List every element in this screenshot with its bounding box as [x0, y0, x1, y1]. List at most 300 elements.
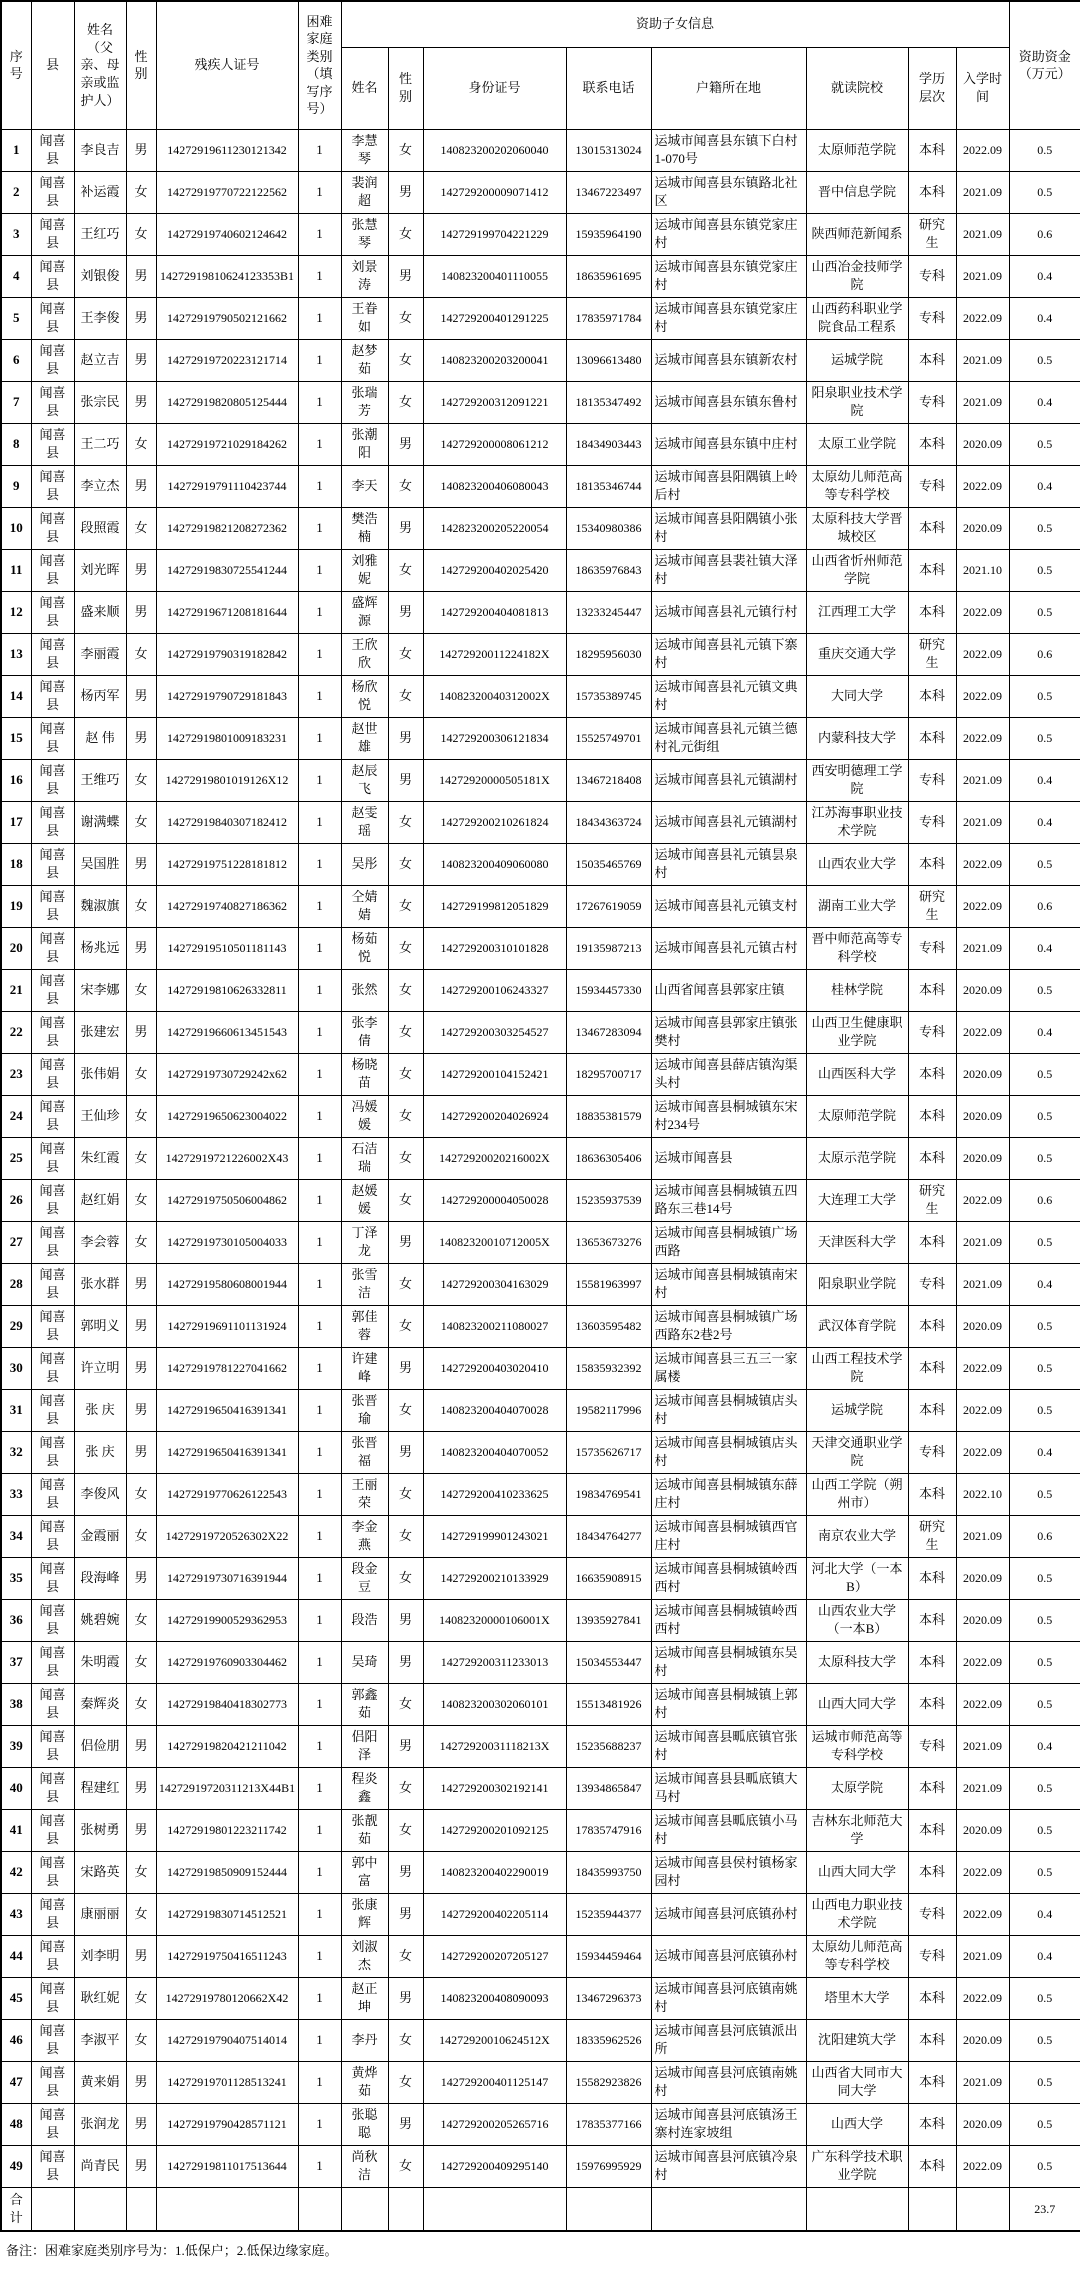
cell-amount: 0.6	[1009, 213, 1080, 255]
cell-parent-gender: 男	[126, 2061, 156, 2103]
cell-enroll: 2022.09	[956, 1347, 1009, 1389]
table-row	[1, 1095, 1080, 1137]
cell-enroll: 2020.09	[956, 1137, 1009, 1179]
cell-child-gender: 男	[388, 1221, 423, 1263]
header-phone: 联系电话	[566, 47, 651, 129]
cell-cert-no: 14272919770626122543	[156, 1473, 298, 1515]
cell-county: 闻喜县	[31, 2019, 74, 2061]
cell-parent-name: 谢满蝶	[74, 801, 126, 843]
table-row	[1, 885, 1080, 927]
cell-address: 运城市闻喜县畖底镇小马村	[651, 1809, 806, 1851]
cell-seq: 1	[1, 129, 31, 171]
cell-degree: 本科	[908, 675, 956, 717]
cell-family-category: 1	[298, 759, 341, 801]
cell-amount: 0.5	[1009, 1305, 1080, 1347]
cell-child-gender: 女	[388, 1935, 423, 1977]
cell-enroll: 2021.09	[956, 213, 1009, 255]
cell-parent-name: 段照霞	[74, 507, 126, 549]
cell-school: 山西省大同市大同大学	[806, 2061, 908, 2103]
cell-amount: 0.5	[1009, 1347, 1080, 1389]
cell-parent-name: 秦辉炎	[74, 1683, 126, 1725]
cell-cert-no: 14272919580608001944	[156, 1263, 298, 1305]
cell-child-name: 樊浩楠	[341, 507, 388, 549]
cell-county: 闻喜县	[31, 1389, 74, 1431]
cell-parent-gender: 女	[126, 423, 156, 465]
cell-cert-no: 14272919720311213X44B1	[156, 1767, 298, 1809]
cell-county: 闻喜县	[31, 171, 74, 213]
total-amount: 23.7	[1009, 2187, 1080, 2231]
cell-parent-name: 朱明霞	[74, 1641, 126, 1683]
cell-parent-name: 段海峰	[74, 1557, 126, 1599]
cell-child-gender: 女	[388, 1389, 423, 1431]
cell-school: 山西药科职业学院食品工程系	[806, 297, 908, 339]
table-row	[1, 1641, 1080, 1683]
cell-id-no: 142729200201092125	[423, 1809, 566, 1851]
cell-parent-name: 刘银俊	[74, 255, 126, 297]
cell-family-category: 1	[298, 2145, 341, 2187]
cell-family-category: 1	[298, 1179, 341, 1221]
cell-enroll: 2022.09	[956, 1851, 1009, 1893]
cell-parent-gender: 男	[126, 1809, 156, 1851]
cell-cert-no: 14272919770722122562	[156, 171, 298, 213]
cell-county: 闻喜县	[31, 759, 74, 801]
cell-county: 闻喜县	[31, 591, 74, 633]
cell-county: 闻喜县	[31, 1053, 74, 1095]
cell-cert-no: 14272919900529362953	[156, 1599, 298, 1641]
cell-address: 运城市闻喜县礼元镇下寨村	[651, 633, 806, 675]
cell-enroll: 2020.09	[956, 2103, 1009, 2145]
cell-address: 运城市闻喜县东镇中庄村	[651, 423, 806, 465]
cell-amount: 0.5	[1009, 129, 1080, 171]
cell-family-category: 1	[298, 1389, 341, 1431]
cell-school: 太原师范学院	[806, 1095, 908, 1137]
cell-phone: 19834769541	[566, 1473, 651, 1515]
cell-family-category: 1	[298, 801, 341, 843]
cell-child-name: 郭鑫茹	[341, 1683, 388, 1725]
cell-parent-name: 宋路英	[74, 1851, 126, 1893]
cell-school: 阳泉职业技术学院	[806, 381, 908, 423]
cell-enroll: 2022.09	[956, 843, 1009, 885]
cell-amount: 0.4	[1009, 297, 1080, 339]
cell-school: 山西大同大学	[806, 1851, 908, 1893]
cell-id-no: 142729200009071412	[423, 171, 566, 213]
cell-child-name: 张靓茹	[341, 1809, 388, 1851]
cell-cert-no: 14272919790729181843	[156, 675, 298, 717]
cell-amount: 0.5	[1009, 2061, 1080, 2103]
cell-school: 桂林学院	[806, 969, 908, 1011]
cell-degree: 本科	[908, 1641, 956, 1683]
cell-phone: 15976995929	[566, 2145, 651, 2187]
cell-degree: 本科	[908, 1347, 956, 1389]
cell-child-gender: 女	[388, 213, 423, 255]
cell-parent-gender: 女	[126, 801, 156, 843]
cell-phone: 19135987213	[566, 927, 651, 969]
cell-id-no: 14272920011224182X	[423, 633, 566, 675]
header-degree: 学历层次	[908, 47, 956, 129]
cell-child-name: 王眷如	[341, 297, 388, 339]
cell-child-name: 张康辉	[341, 1893, 388, 1935]
cell-child-gender: 女	[388, 1515, 423, 1557]
cell-amount: 0.4	[1009, 465, 1080, 507]
cell-amount: 0.5	[1009, 549, 1080, 591]
cell-degree: 本科	[908, 1809, 956, 1851]
cell-amount: 0.5	[1009, 1809, 1080, 1851]
cell-family-category: 1	[298, 1683, 341, 1725]
cell-family-category: 1	[298, 1557, 341, 1599]
cell-parent-gender: 女	[126, 1053, 156, 1095]
cell-id-no: 140823200203200041	[423, 339, 566, 381]
cell-degree: 专科	[908, 1935, 956, 1977]
cell-id-no: 142729200004050028	[423, 1179, 566, 1221]
cell-county: 闻喜县	[31, 969, 74, 1011]
cell-parent-name: 金霞丽	[74, 1515, 126, 1557]
cell-child-gender: 男	[388, 171, 423, 213]
cell-amount: 0.5	[1009, 1137, 1080, 1179]
cell-enroll: 2021.09	[956, 1263, 1009, 1305]
cell-cert-no: 14272919830714512521	[156, 1893, 298, 1935]
cell-family-category: 1	[298, 633, 341, 675]
cell-county: 闻喜县	[31, 885, 74, 927]
cell-parent-name: 黄来娟	[74, 2061, 126, 2103]
header-family-category: 困难家庭类别（填写序号）	[298, 1, 341, 129]
header-parent-gender: 性别	[126, 1, 156, 129]
cell-school: 太原师范学院	[806, 129, 908, 171]
cell-parent-name: 李丽霞	[74, 633, 126, 675]
cell-amount: 0.4	[1009, 1935, 1080, 1977]
cell-amount: 0.5	[1009, 2145, 1080, 2187]
cell-degree: 专科	[908, 927, 956, 969]
cell-id-no: 14082320010712005X	[423, 1221, 566, 1263]
cell-amount: 0.5	[1009, 1683, 1080, 1725]
cell-parent-name: 刘光晖	[74, 549, 126, 591]
cell-cert-no: 14272919820805125444	[156, 381, 298, 423]
header-children-group: 资助子女信息	[341, 1, 1009, 47]
cell-parent-gender: 男	[126, 1725, 156, 1767]
cell-seq: 18	[1, 843, 31, 885]
cell-id-no: 142729199812051829	[423, 885, 566, 927]
cell-enroll: 2021.09	[956, 1767, 1009, 1809]
cell-county: 闻喜县	[31, 2061, 74, 2103]
cell-cert-no: 14272919750416511243	[156, 1935, 298, 1977]
cell-parent-gender: 男	[126, 2145, 156, 2187]
cell-address: 运城市闻喜县桐城镇岭西西村	[651, 1599, 806, 1641]
cell-phone: 15581963997	[566, 1263, 651, 1305]
cell-parent-name: 许立明	[74, 1347, 126, 1389]
cell-family-category: 1	[298, 129, 341, 171]
cell-seq: 47	[1, 2061, 31, 2103]
cell-seq: 44	[1, 1935, 31, 1977]
table-row	[1, 1683, 1080, 1725]
cell-id-no: 142729200404081813	[423, 591, 566, 633]
cell-amount: 0.5	[1009, 1095, 1080, 1137]
table-row	[1, 1221, 1080, 1263]
cell-seq: 31	[1, 1389, 31, 1431]
cell-seq: 9	[1, 465, 31, 507]
cell-child-name: 石洁瑞	[341, 1137, 388, 1179]
cell-family-category: 1	[298, 423, 341, 465]
cell-amount: 0.5	[1009, 1221, 1080, 1263]
header-child-name: 姓名	[341, 47, 388, 129]
cell-parent-gender: 女	[126, 1179, 156, 1221]
cell-address: 运城市闻喜县河底镇南姚村	[651, 2061, 806, 2103]
cell-degree: 本科	[908, 1053, 956, 1095]
header-county: 县	[31, 1, 74, 129]
cell-degree: 本科	[908, 507, 956, 549]
cell-parent-gender: 男	[126, 1935, 156, 1977]
cell-degree: 本科	[908, 1557, 956, 1599]
cell-degree: 专科	[908, 381, 956, 423]
cell-cert-no: 14272919660613451543	[156, 1011, 298, 1053]
cell-phone: 18335962526	[566, 2019, 651, 2061]
cell-family-category: 1	[298, 927, 341, 969]
cell-cert-no: 14272919820421211042	[156, 1725, 298, 1767]
cell-degree: 本科	[908, 1851, 956, 1893]
cell-family-category: 1	[298, 717, 341, 759]
cell-address: 运城市闻喜县礼元镇湖村	[651, 801, 806, 843]
cell-school: 广东科学技术职业学院	[806, 2145, 908, 2187]
cell-enroll: 2020.09	[956, 1809, 1009, 1851]
cell-child-name: 尚秋洁	[341, 2145, 388, 2187]
cell-degree: 本科	[908, 1473, 956, 1515]
cell-child-name: 仝婧婧	[341, 885, 388, 927]
cell-amount: 0.6	[1009, 633, 1080, 675]
cell-school: 武汉体育学院	[806, 1305, 908, 1347]
cell-child-gender: 女	[388, 1263, 423, 1305]
cell-amount: 0.4	[1009, 381, 1080, 423]
cell-family-category: 1	[298, 1851, 341, 1893]
cell-parent-gender: 男	[126, 1011, 156, 1053]
cell-id-no: 142729200403020410	[423, 1347, 566, 1389]
header-school: 就读院校	[806, 47, 908, 129]
cell-id-no: 142729200401291225	[423, 297, 566, 339]
cell-family-category: 1	[298, 2019, 341, 2061]
header-cert-no: 残疾人证号	[156, 1, 298, 129]
cell-phone: 18435993750	[566, 1851, 651, 1893]
cell-cert-no: 14272919721226002X43	[156, 1137, 298, 1179]
cell-parent-name: 康丽丽	[74, 1893, 126, 1935]
cell-child-gender: 女	[388, 675, 423, 717]
cell-child-name: 许建峰	[341, 1347, 388, 1389]
cell-school: 太原工业学院	[806, 423, 908, 465]
cell-address: 运城市闻喜县畖底镇官张村	[651, 1725, 806, 1767]
cell-enroll: 2020.09	[956, 1305, 1009, 1347]
cell-cert-no: 14272919840418302773	[156, 1683, 298, 1725]
cell-address: 运城市闻喜县桐城镇南宋村	[651, 1263, 806, 1305]
cell-address: 山西省闻喜县郭家庄镇	[651, 969, 806, 1011]
cell-seq: 36	[1, 1599, 31, 1641]
cell-enroll: 2021.09	[956, 801, 1009, 843]
cell-amount: 0.5	[1009, 507, 1080, 549]
cell-cert-no: 14272919811017513644	[156, 2145, 298, 2187]
cell-address: 运城市闻喜县桐城镇广场西路东2巷2号	[651, 1305, 806, 1347]
cell-county: 闻喜县	[31, 213, 74, 255]
cell-parent-gender: 女	[126, 1221, 156, 1263]
table-row	[1, 1935, 1080, 1977]
cell-parent-name: 李会蓉	[74, 1221, 126, 1263]
cell-family-category: 1	[298, 2103, 341, 2145]
cell-parent-name: 张树勇	[74, 1809, 126, 1851]
cell-parent-gender: 男	[126, 1557, 156, 1599]
cell-degree: 本科	[908, 717, 956, 759]
table-row	[1, 1389, 1080, 1431]
cell-degree: 研究生	[908, 633, 956, 675]
cell-address: 运城市闻喜县东镇路北社区	[651, 171, 806, 213]
cell-child-name: 郭中富	[341, 1851, 388, 1893]
cell-child-name: 赵世雄	[341, 717, 388, 759]
cell-phone: 18135347492	[566, 381, 651, 423]
cell-degree: 本科	[908, 171, 956, 213]
cell-cert-no: 14272919650623004022	[156, 1095, 298, 1137]
cell-family-category: 1	[298, 1599, 341, 1641]
footnote: 备注：困难家庭类别序号为：1.低保户；2.低保边缘家庭。	[6, 2243, 338, 2258]
cell-child-gender: 女	[388, 1011, 423, 1053]
cell-id-no: 14272920031118213X	[423, 1725, 566, 1767]
cell-county: 闻喜县	[31, 507, 74, 549]
cell-id-no: 14082320040312002X	[423, 675, 566, 717]
table-row	[1, 1011, 1080, 1053]
cell-school: 山西大同大学	[806, 1683, 908, 1725]
cell-school: 山西医科大学	[806, 1053, 908, 1095]
cell-parent-gender: 女	[126, 213, 156, 255]
cell-enroll: 2021.10	[956, 549, 1009, 591]
cell-family-category: 1	[298, 549, 341, 591]
cell-seq: 46	[1, 2019, 31, 2061]
cell-school: 太原幼儿师范高等专科学校	[806, 465, 908, 507]
cell-school: 河北大学（一本B）	[806, 1557, 908, 1599]
cell-amount: 0.5	[1009, 1473, 1080, 1515]
cell-family-category: 1	[298, 465, 341, 507]
cell-amount: 0.5	[1009, 1851, 1080, 1893]
cell-enroll: 2020.09	[956, 423, 1009, 465]
cell-cert-no: 14272919790428571121	[156, 2103, 298, 2145]
cell-parent-gender: 女	[126, 171, 156, 213]
cell-parent-gender: 女	[126, 759, 156, 801]
table-row	[1, 1977, 1080, 2019]
table-row	[1, 1263, 1080, 1305]
cell-school: 太原幼儿师范高等专科学校	[806, 1935, 908, 1977]
cell-seq: 8	[1, 423, 31, 465]
cell-id-no: 142729200008061212	[423, 423, 566, 465]
cell-id-no: 14272920000505181X	[423, 759, 566, 801]
cell-id-no: 142729200304163029	[423, 1263, 566, 1305]
cell-phone: 18295956030	[566, 633, 651, 675]
cell-address: 运城市闻喜县桐城镇上郭村	[651, 1683, 806, 1725]
cell-child-gender: 男	[388, 1977, 423, 2019]
cell-id-no: 140823200302060101	[423, 1683, 566, 1725]
cell-seq: 17	[1, 801, 31, 843]
cell-id-no: 14082320000106001X	[423, 1599, 566, 1641]
header-enroll: 入学时间	[956, 47, 1009, 129]
table-row	[1, 2019, 1080, 2061]
cell-school: 天津医科大学	[806, 1221, 908, 1263]
cell-enroll: 2020.09	[956, 1599, 1009, 1641]
cell-id-no: 14272920020216002X	[423, 1137, 566, 1179]
cell-parent-name: 张建宏	[74, 1011, 126, 1053]
cell-enroll: 2021.09	[956, 927, 1009, 969]
cell-address: 运城市闻喜县桐城镇岭西西村	[651, 1557, 806, 1599]
table-row	[1, 633, 1080, 675]
table-row	[1, 1305, 1080, 1347]
cell-family-category: 1	[298, 1221, 341, 1263]
cell-parent-name: 吴国胜	[74, 843, 126, 885]
cell-enroll: 2022.09	[956, 1431, 1009, 1473]
cell-address: 运城市闻喜县礼元镇湖村	[651, 759, 806, 801]
cell-family-category: 1	[298, 2061, 341, 2103]
header-id-no: 身份证号	[423, 47, 566, 129]
cell-cert-no: 14272919730716391944	[156, 1557, 298, 1599]
cell-child-gender: 女	[388, 969, 423, 1011]
cell-cert-no: 14272919751228181812	[156, 843, 298, 885]
cell-family-category: 1	[298, 339, 341, 381]
cell-school: 晋中信息学院	[806, 171, 908, 213]
cell-county: 闻喜县	[31, 1725, 74, 1767]
cell-parent-gender: 男	[126, 1347, 156, 1389]
cell-family-category: 1	[298, 1515, 341, 1557]
cell-child-gender: 男	[388, 591, 423, 633]
cell-parent-gender: 女	[126, 633, 156, 675]
cell-child-name: 盛辉源	[341, 591, 388, 633]
cell-cert-no: 14272919691101131924	[156, 1305, 298, 1347]
cell-cert-no: 14272919780120662X42	[156, 1977, 298, 2019]
cell-child-gender: 女	[388, 381, 423, 423]
cell-parent-name: 王二巧	[74, 423, 126, 465]
cell-family-category: 1	[298, 1935, 341, 1977]
table-row	[1, 2145, 1080, 2187]
cell-enroll: 2022.09	[956, 591, 1009, 633]
cell-seq: 40	[1, 1767, 31, 1809]
cell-child-name: 李金燕	[341, 1515, 388, 1557]
cell-id-no: 140823200406080043	[423, 465, 566, 507]
cell-enroll: 2022.09	[956, 717, 1009, 759]
cell-address: 运城市闻喜县礼元镇古村	[651, 927, 806, 969]
cell-county: 闻喜县	[31, 1179, 74, 1221]
cell-family-category: 1	[298, 297, 341, 339]
cell-id-no: 142729200207205127	[423, 1935, 566, 1977]
cell-county: 闻喜县	[31, 1137, 74, 1179]
cell-phone: 17267619059	[566, 885, 651, 927]
cell-seq: 42	[1, 1851, 31, 1893]
cell-county: 闻喜县	[31, 1977, 74, 2019]
cell-seq: 15	[1, 717, 31, 759]
cell-cert-no: 14272919650416391341	[156, 1431, 298, 1473]
cell-child-gender: 女	[388, 1305, 423, 1347]
cell-seq: 33	[1, 1473, 31, 1515]
cell-address: 运城市闻喜县河底镇冷泉村	[651, 2145, 806, 2187]
cell-county: 闻喜县	[31, 1683, 74, 1725]
cell-degree: 本科	[908, 129, 956, 171]
cell-school: 山西卫生健康职业学院	[806, 1011, 908, 1053]
cell-amount: 0.5	[1009, 1599, 1080, 1641]
cell-school: 江苏海事职业技术学院	[806, 801, 908, 843]
cell-school: 吉林东北师范大学	[806, 1809, 908, 1851]
cell-enroll: 2020.09	[956, 507, 1009, 549]
cell-degree: 专科	[908, 255, 956, 297]
cell-child-gender: 男	[388, 759, 423, 801]
cell-address: 运城市闻喜县东镇党家庄村	[651, 255, 806, 297]
cell-child-gender: 男	[388, 1641, 423, 1683]
table-row	[1, 549, 1080, 591]
cell-address: 运城市闻喜县桐城镇东宋村234号	[651, 1095, 806, 1137]
cell-parent-gender: 男	[126, 297, 156, 339]
cell-school: 运城学院	[806, 1389, 908, 1431]
cell-id-no: 142729199901243021	[423, 1515, 566, 1557]
cell-parent-name: 姚碧婉	[74, 1599, 126, 1641]
cell-child-name: 赵雯瑶	[341, 801, 388, 843]
cell-degree: 专科	[908, 801, 956, 843]
total-label: 合计	[1, 2187, 31, 2231]
cell-school: 陕西师范新闻系	[806, 213, 908, 255]
cell-cert-no: 14272919801223211742	[156, 1809, 298, 1851]
